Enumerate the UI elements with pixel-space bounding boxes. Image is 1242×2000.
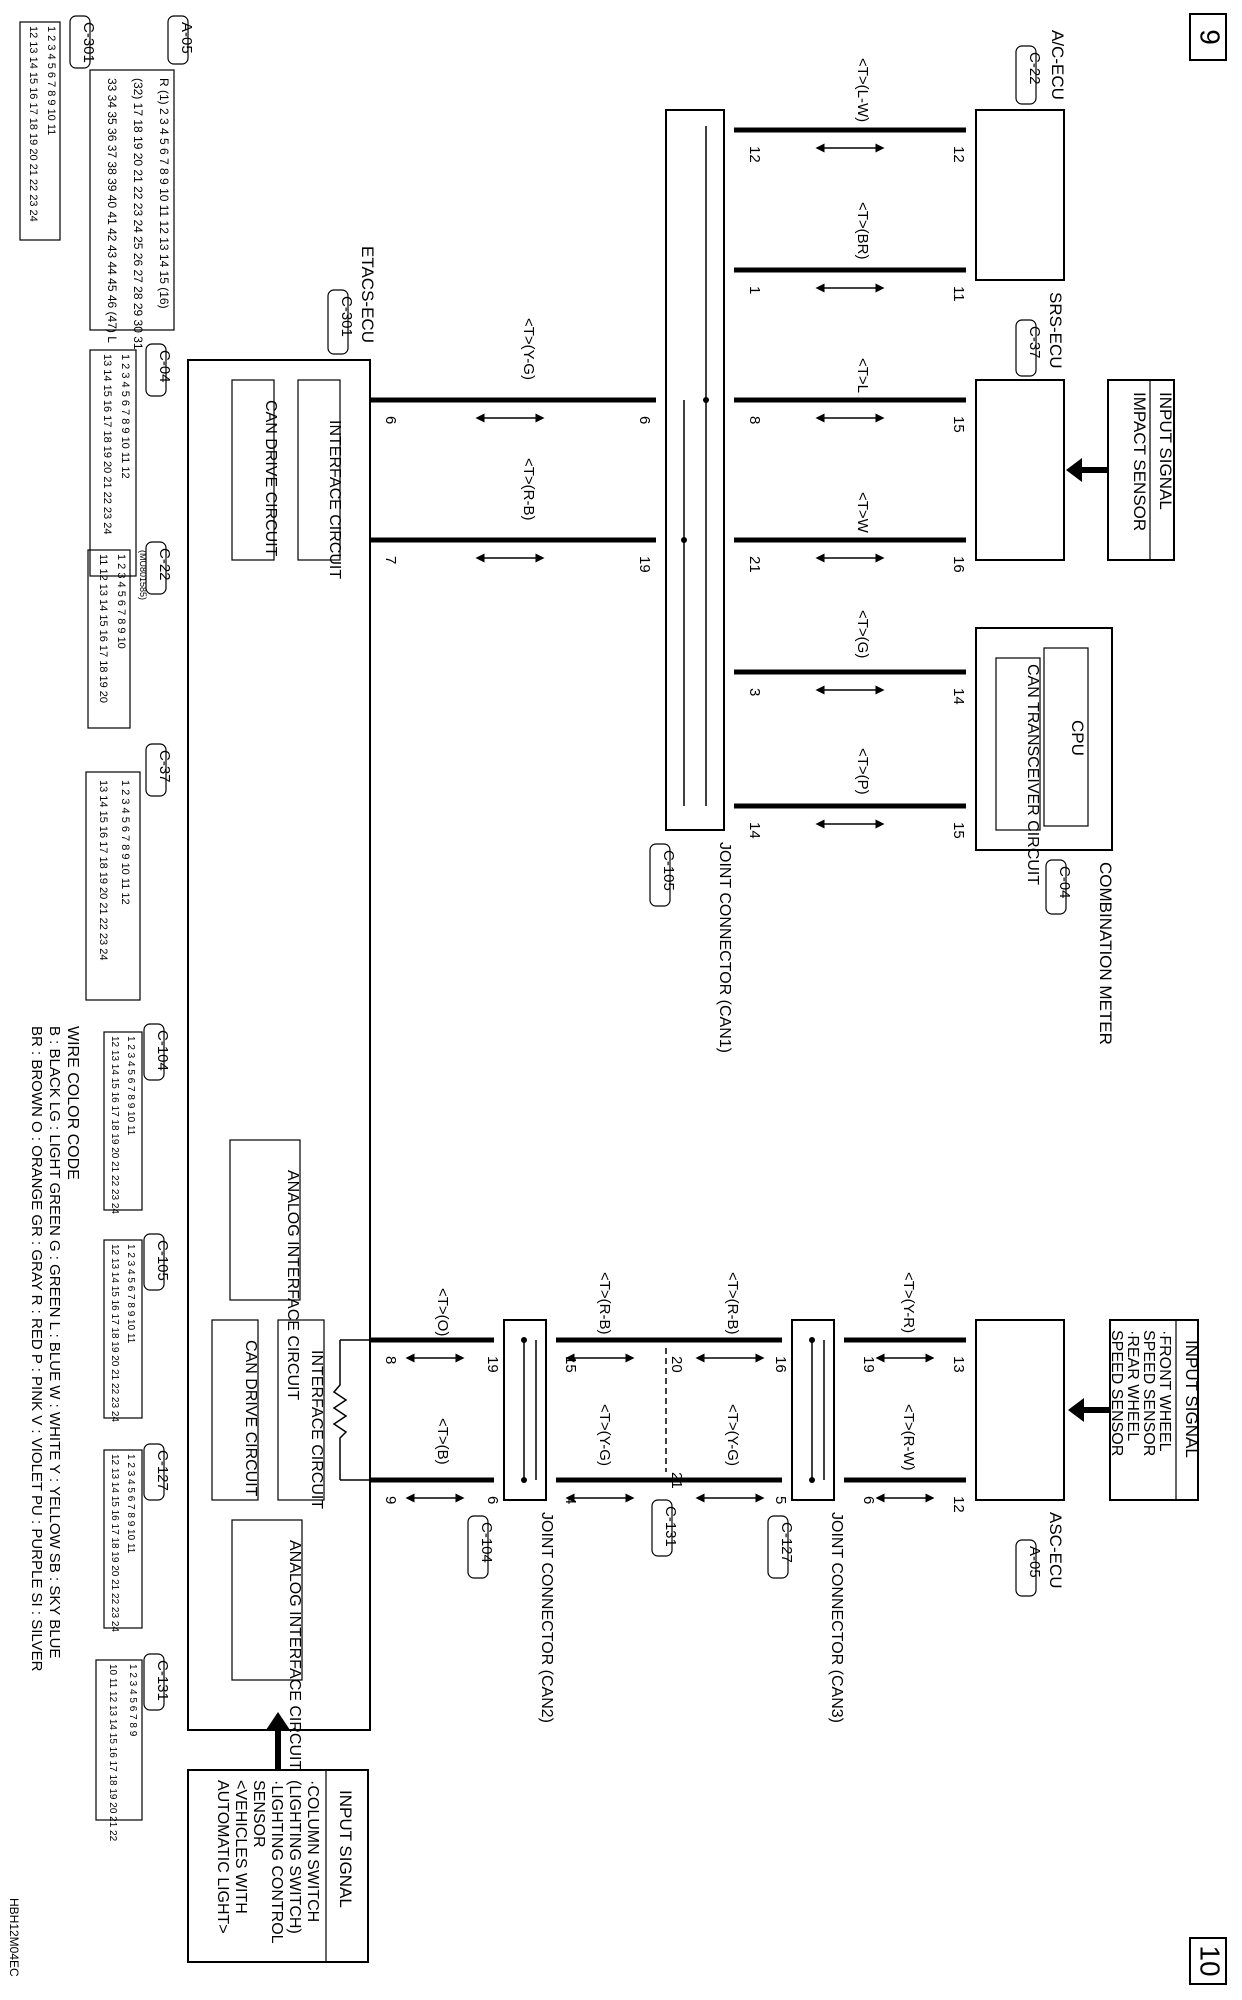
svg-text:AUTOMATIC LIGHT>: AUTOMATIC LIGHT> [214, 1780, 231, 1934]
can2-connector-tag [468, 1516, 495, 1578]
pin-j3-6: 6 [860, 1496, 877, 1505]
svg-text:CPU: CPU [1068, 720, 1087, 756]
pin-j1-19: 19 [636, 556, 653, 573]
svg-text:12 13 14 15 16 17 18 19 20 21: 12 13 14 15 16 17 18 19 20 21 22 23 24 [27, 26, 39, 222]
svg-text:(MU801585): (MU801585) [138, 550, 148, 601]
figure-code: HBH12M04EC [7, 1898, 21, 1977]
pin-cm-14: 14 [950, 688, 967, 705]
svg-text:CAN DRIVE CIRCUIT: CAN DRIVE CIRCUIT [262, 400, 279, 557]
svg-text:C-37: C-37 [156, 750, 173, 783]
svg-text:BR : BROWN O : ORANGE GR :: BR : BROWN O : ORANGE GR : GRAY R : RED P : PINK V : VIOLET PU : PURPLE SI : SILVER [28, 1026, 45, 1672]
pin-j1-6: 6 [636, 416, 653, 425]
svg-text:CAN TRANSCEIVER CIRCUIT: CAN TRANSCEIVER CIRCUIT [1024, 664, 1041, 886]
svg-text:SPEED SENSOR: SPEED SENSOR [1108, 1330, 1125, 1457]
svg-text:1 2 3 4 5 6 7 8 9 10 11: 1 2 3 4 5 6 7 8 9 10 11 [125, 1244, 136, 1344]
connector-view-c104 [104, 1024, 171, 1214]
pin-srs-15: 15 [950, 416, 967, 433]
ac-ecu-connector-tag [1016, 46, 1043, 104]
svg-text:A-05: A-05 [178, 22, 195, 54]
svg-text:1 2 3 4 5 6 7 8 9 10 11: 1 2 3 4 5 6 7 8 9 10 11 [125, 1036, 136, 1136]
svg-text:C-37: C-37 [1026, 326, 1043, 359]
joint-connector-can3 [768, 1320, 845, 1723]
svg-text:12 13 14 15 16 17 18 19 20 21: 12 13 14 15 16 17 18 19 20 21 22 23 24 [109, 1454, 120, 1632]
svg-text:·COLUMN SWITCH: ·COLUMN SWITCH [304, 1780, 321, 1923]
srs-ecu-connector-tag [1016, 320, 1043, 376]
svg-text:WIRE COLOR CODE: WIRE COLOR CODE [64, 1026, 81, 1180]
asc-input-signal [1068, 1320, 1201, 1500]
svg-text:JOINT CONNECTOR (CAN2): JOINT CONNECTOR (CAN2) [538, 1512, 555, 1723]
svg-text:C-105: C-105 [154, 1240, 171, 1281]
svg-text:SPEED SENSOR: SPEED SENSOR [1140, 1330, 1157, 1457]
wire-label-etacs-o: <T>(O) [434, 1288, 451, 1337]
svg-text:1 2 3 4 5 6 7 8 9 10: 1 2 3 4 5 6 7 8 9 10 [115, 554, 127, 649]
pin-j1-8: 8 [746, 416, 763, 425]
wire-label-asc-rw: <T>(R-W) [900, 1404, 917, 1471]
pin-j1-1: 1 [746, 286, 763, 295]
svg-text:(32) 17 18 19 20 21 22 23 24 2: (32) 17 18 19 20 21 22 23 24 25 26 27 28 29 30 31 [131, 78, 145, 350]
pin-j1-21: 21 [746, 556, 763, 573]
c131-connector-tag [652, 1500, 679, 1556]
svg-text:C-127: C-127 [154, 1450, 171, 1491]
svg-text:10 11 12 13 14 15 16 17 18 19: 10 11 12 13 14 15 16 17 18 19 20 21 22 [107, 1664, 118, 1842]
can1-connector-tag [650, 844, 677, 906]
connector-view-c131 [96, 1654, 171, 1842]
connector-view-c127 [104, 1444, 171, 1632]
pin-j1-14: 14 [746, 822, 763, 839]
wire-label-cm-g: <T>(G) [854, 610, 871, 659]
pin-j2-4: 4 [562, 1496, 579, 1505]
wire-label-mid-rb: <T>(R-B) [724, 1272, 741, 1335]
connector-view-c04 [90, 344, 173, 576]
can1-wires [370, 130, 966, 824]
pin-srs-16: 16 [950, 556, 967, 573]
combination-meter [976, 628, 1115, 1045]
svg-text:<VEHICLES WITH: <VEHICLES WITH [232, 1780, 249, 1914]
svg-text:1 2 3 4 5 6 7 8 9 10 11: 1 2 3 4 5 6 7 8 9 10 11 [125, 1454, 136, 1554]
svg-text:12 13 14 15 16 17 18 19 20 21: 12 13 14 15 16 17 18 19 20 21 22 23 24 [109, 1244, 120, 1422]
svg-text:A-05: A-05 [1026, 1546, 1043, 1578]
svg-text:C-104: C-104 [154, 1030, 171, 1071]
svg-text:13 14 15 16 17 18 19 20 21 22: 13 14 15 16 17 18 19 20 21 22 23 24 [97, 780, 109, 961]
svg-text:C-104: C-104 [478, 1522, 495, 1563]
pin-j3-19: 19 [860, 1356, 877, 1373]
pin-c131-20: 20 [668, 1356, 685, 1373]
etacs-ecu [188, 246, 377, 1770]
svg-text:A/C-ECU: A/C-ECU [1048, 30, 1067, 100]
svg-text:C-127: C-127 [778, 1522, 795, 1563]
svg-text:C-301: C-301 [80, 22, 97, 63]
etacs-input-signal [188, 1712, 368, 1962]
svg-text:ANALOG INTERFACE CIRCUIT: ANALOG INTERFACE CIRCUIT [286, 1540, 303, 1771]
asc-ecu-connector-tag [1016, 1540, 1043, 1596]
ac-ecu [976, 30, 1067, 280]
svg-text:11 12 13 14 15 16 17 18 19 20: 11 12 13 14 15 16 17 18 19 20 [97, 554, 109, 704]
svg-text:ASC-ECU: ASC-ECU [1046, 1512, 1065, 1589]
pin-j1-3: 3 [746, 688, 763, 697]
svg-text:C-301: C-301 [338, 296, 355, 337]
asc-ecu [976, 1320, 1065, 1596]
svg-text:ETACS-ECU: ETACS-ECU [358, 246, 377, 343]
pin-et-9: 9 [382, 1496, 399, 1505]
combination-meter-connector-tag [1046, 860, 1073, 914]
wire-label-asc-yr: <T>(Y-R) [900, 1272, 917, 1334]
pin-j3-5: 5 [772, 1496, 789, 1505]
pin-et-6: 6 [382, 416, 399, 425]
wire-label-srs-w: <T>W [854, 492, 871, 533]
svg-text:INPUT SIGNAL: INPUT SIGNAL [336, 1790, 355, 1908]
svg-text:ANALOG INTERFACE CIRCUIT: ANALOG INTERFACE CIRCUIT [284, 1170, 301, 1401]
svg-text:12 13 14 15 16 17 18 19 20 21: 12 13 14 15 16 17 18 19 20 21 22 23 24 [109, 1036, 120, 1214]
wire-label-ac-br: <T>(BR) [854, 202, 871, 260]
pin-et-7: 7 [382, 556, 399, 565]
svg-text:R (1) 2 3 4 5 6 7 8 9 10 11 12: R (1) 2 3 4 5 6 7 8 9 10 11 12 13 14 15 (16) [157, 78, 171, 309]
svg-text:1 2 3 4 5 6 7 8 9: 1 2 3 4 5 6 7 8 9 [127, 1664, 138, 1737]
srs-input-signal [1066, 380, 1175, 560]
svg-text:C-04: C-04 [1056, 866, 1073, 899]
pin-ac-12: 12 [950, 146, 967, 163]
etacs-connector-tag [328, 290, 355, 354]
wire-label-etacs-yg: <T>(Y-G) [520, 318, 537, 380]
wire-label-srs-l: <T>L [854, 358, 871, 394]
page-number-top [1190, 14, 1226, 60]
pin-ac-11: 11 [950, 286, 967, 302]
svg-text:13 14 15 16 17 18 19 20 21 22: 13 14 15 16 17 18 19 20 21 22 23 24 [101, 354, 113, 535]
svg-text:INPUT SIGNAL: INPUT SIGNAL [1182, 1340, 1201, 1458]
svg-text:INTERFACE CIRCUIT: INTERFACE CIRCUIT [326, 420, 343, 580]
svg-text:·REAR WHEEL: ·REAR WHEEL [1124, 1330, 1141, 1442]
svg-text:INPUT SIGNAL: INPUT SIGNAL [1156, 392, 1175, 510]
svg-text:CAN DRIVE CIRCUIT: CAN DRIVE CIRCUIT [242, 1340, 259, 1497]
svg-text:1 2 3 4 5 6 7 8 9 10 11: 1 2 3 4 5 6 7 8 9 10 11 [45, 26, 57, 136]
svg-text:INTERFACE CIRCUIT: INTERFACE CIRCUIT [308, 1350, 325, 1510]
svg-text:C-131: C-131 [154, 1660, 171, 1701]
svg-text:C-105: C-105 [660, 850, 677, 891]
connector-view-c301 [20, 16, 97, 240]
svg-text:C-04: C-04 [156, 350, 173, 383]
pin-j2-19: 19 [484, 1356, 501, 1373]
wire-label-ac-lw: <T>(L-W) [854, 58, 871, 123]
wire-label-etacs-rb: <T>(R-B) [520, 458, 537, 521]
wire-label-etacs-b: <T>(B) [434, 1418, 451, 1465]
svg-text:10: 10 [1194, 1945, 1226, 1977]
joint-connector-can2 [468, 1320, 555, 1723]
svg-text:(LIGHTING SWITCH): (LIGHTING SWITCH) [286, 1780, 303, 1934]
connector-view-a05 [90, 16, 195, 350]
pin-cm-15: 15 [950, 822, 967, 839]
page-number-bottom [1190, 1938, 1226, 1984]
pin-et-8: 8 [382, 1356, 399, 1365]
can3-connector-tag [768, 1516, 795, 1578]
pin-j3-16: 16 [772, 1356, 789, 1373]
svg-text:SENSOR: SENSOR [250, 1780, 267, 1848]
wire-color-code [28, 1026, 81, 1672]
svg-text:1 2 3 4 5 6 7 8 9 10 11 12: 1 2 3 4 5 6 7 8 9 10 11 12 [119, 780, 131, 905]
svg-text:JOINT CONNECTOR (CAN3): JOINT CONNECTOR (CAN3) [828, 1512, 845, 1723]
svg-text:SRS-ECU: SRS-ECU [1046, 292, 1065, 369]
wire-label-low-yg: <T>(Y-G) [596, 1404, 613, 1466]
wire-label-low-rb: <T>(R-B) [596, 1272, 613, 1335]
pin-asc-12: 12 [950, 1496, 967, 1513]
pin-j2-15: 15 [562, 1356, 579, 1373]
svg-text:·FRONT WHEEL: ·FRONT WHEEL [1156, 1330, 1173, 1452]
pin-asc-13: 13 [950, 1356, 967, 1373]
wire-label-cm-p: <T>(P) [854, 748, 871, 795]
svg-text:C-22: C-22 [156, 548, 173, 581]
svg-text:·LIGHTING CONTROL: ·LIGHTING CONTROL [268, 1780, 285, 1944]
connector-view-c22 [88, 542, 173, 728]
svg-text:IMPACT SENSOR: IMPACT SENSOR [1130, 392, 1149, 532]
svg-text:9: 9 [1194, 29, 1226, 45]
svg-text:33 34 35 36 37 38 39 40 41 42: 33 34 35 36 37 38 39 40 41 42 43 44 45 46 (47) L [105, 78, 119, 343]
pin-c131-21: 21 [668, 1472, 685, 1489]
svg-text:JOINT CONNECTOR (CAN1): JOINT CONNECTOR (CAN1) [716, 842, 733, 1053]
connector-view-c105 [104, 1234, 171, 1422]
pin-j2-6: 6 [484, 1496, 501, 1505]
svg-text:C-131: C-131 [662, 1506, 679, 1547]
svg-text:C-22: C-22 [1026, 52, 1043, 85]
connector-view-c37 [86, 744, 173, 1000]
srs-ecu [976, 292, 1065, 560]
wire-label-mid-yg: <T>(Y-G) [724, 1404, 741, 1466]
joint-connector-can1 [650, 110, 733, 1053]
svg-text:1 2 3 4 5 6 7 8 9 10 11 12: 1 2 3 4 5 6 7 8 9 10 11 12 [119, 354, 131, 479]
svg-text:B : BLACK LG : LIGHT GREEN: B : BLACK LG : LIGHT GREEN G : GREEN L : BLUE W : WHITE Y : YELLOW SB : SKY BLUE [46, 1026, 63, 1659]
svg-text:COMBINATION METER: COMBINATION METER [1096, 862, 1115, 1045]
pin-j1-12: 12 [746, 146, 763, 163]
